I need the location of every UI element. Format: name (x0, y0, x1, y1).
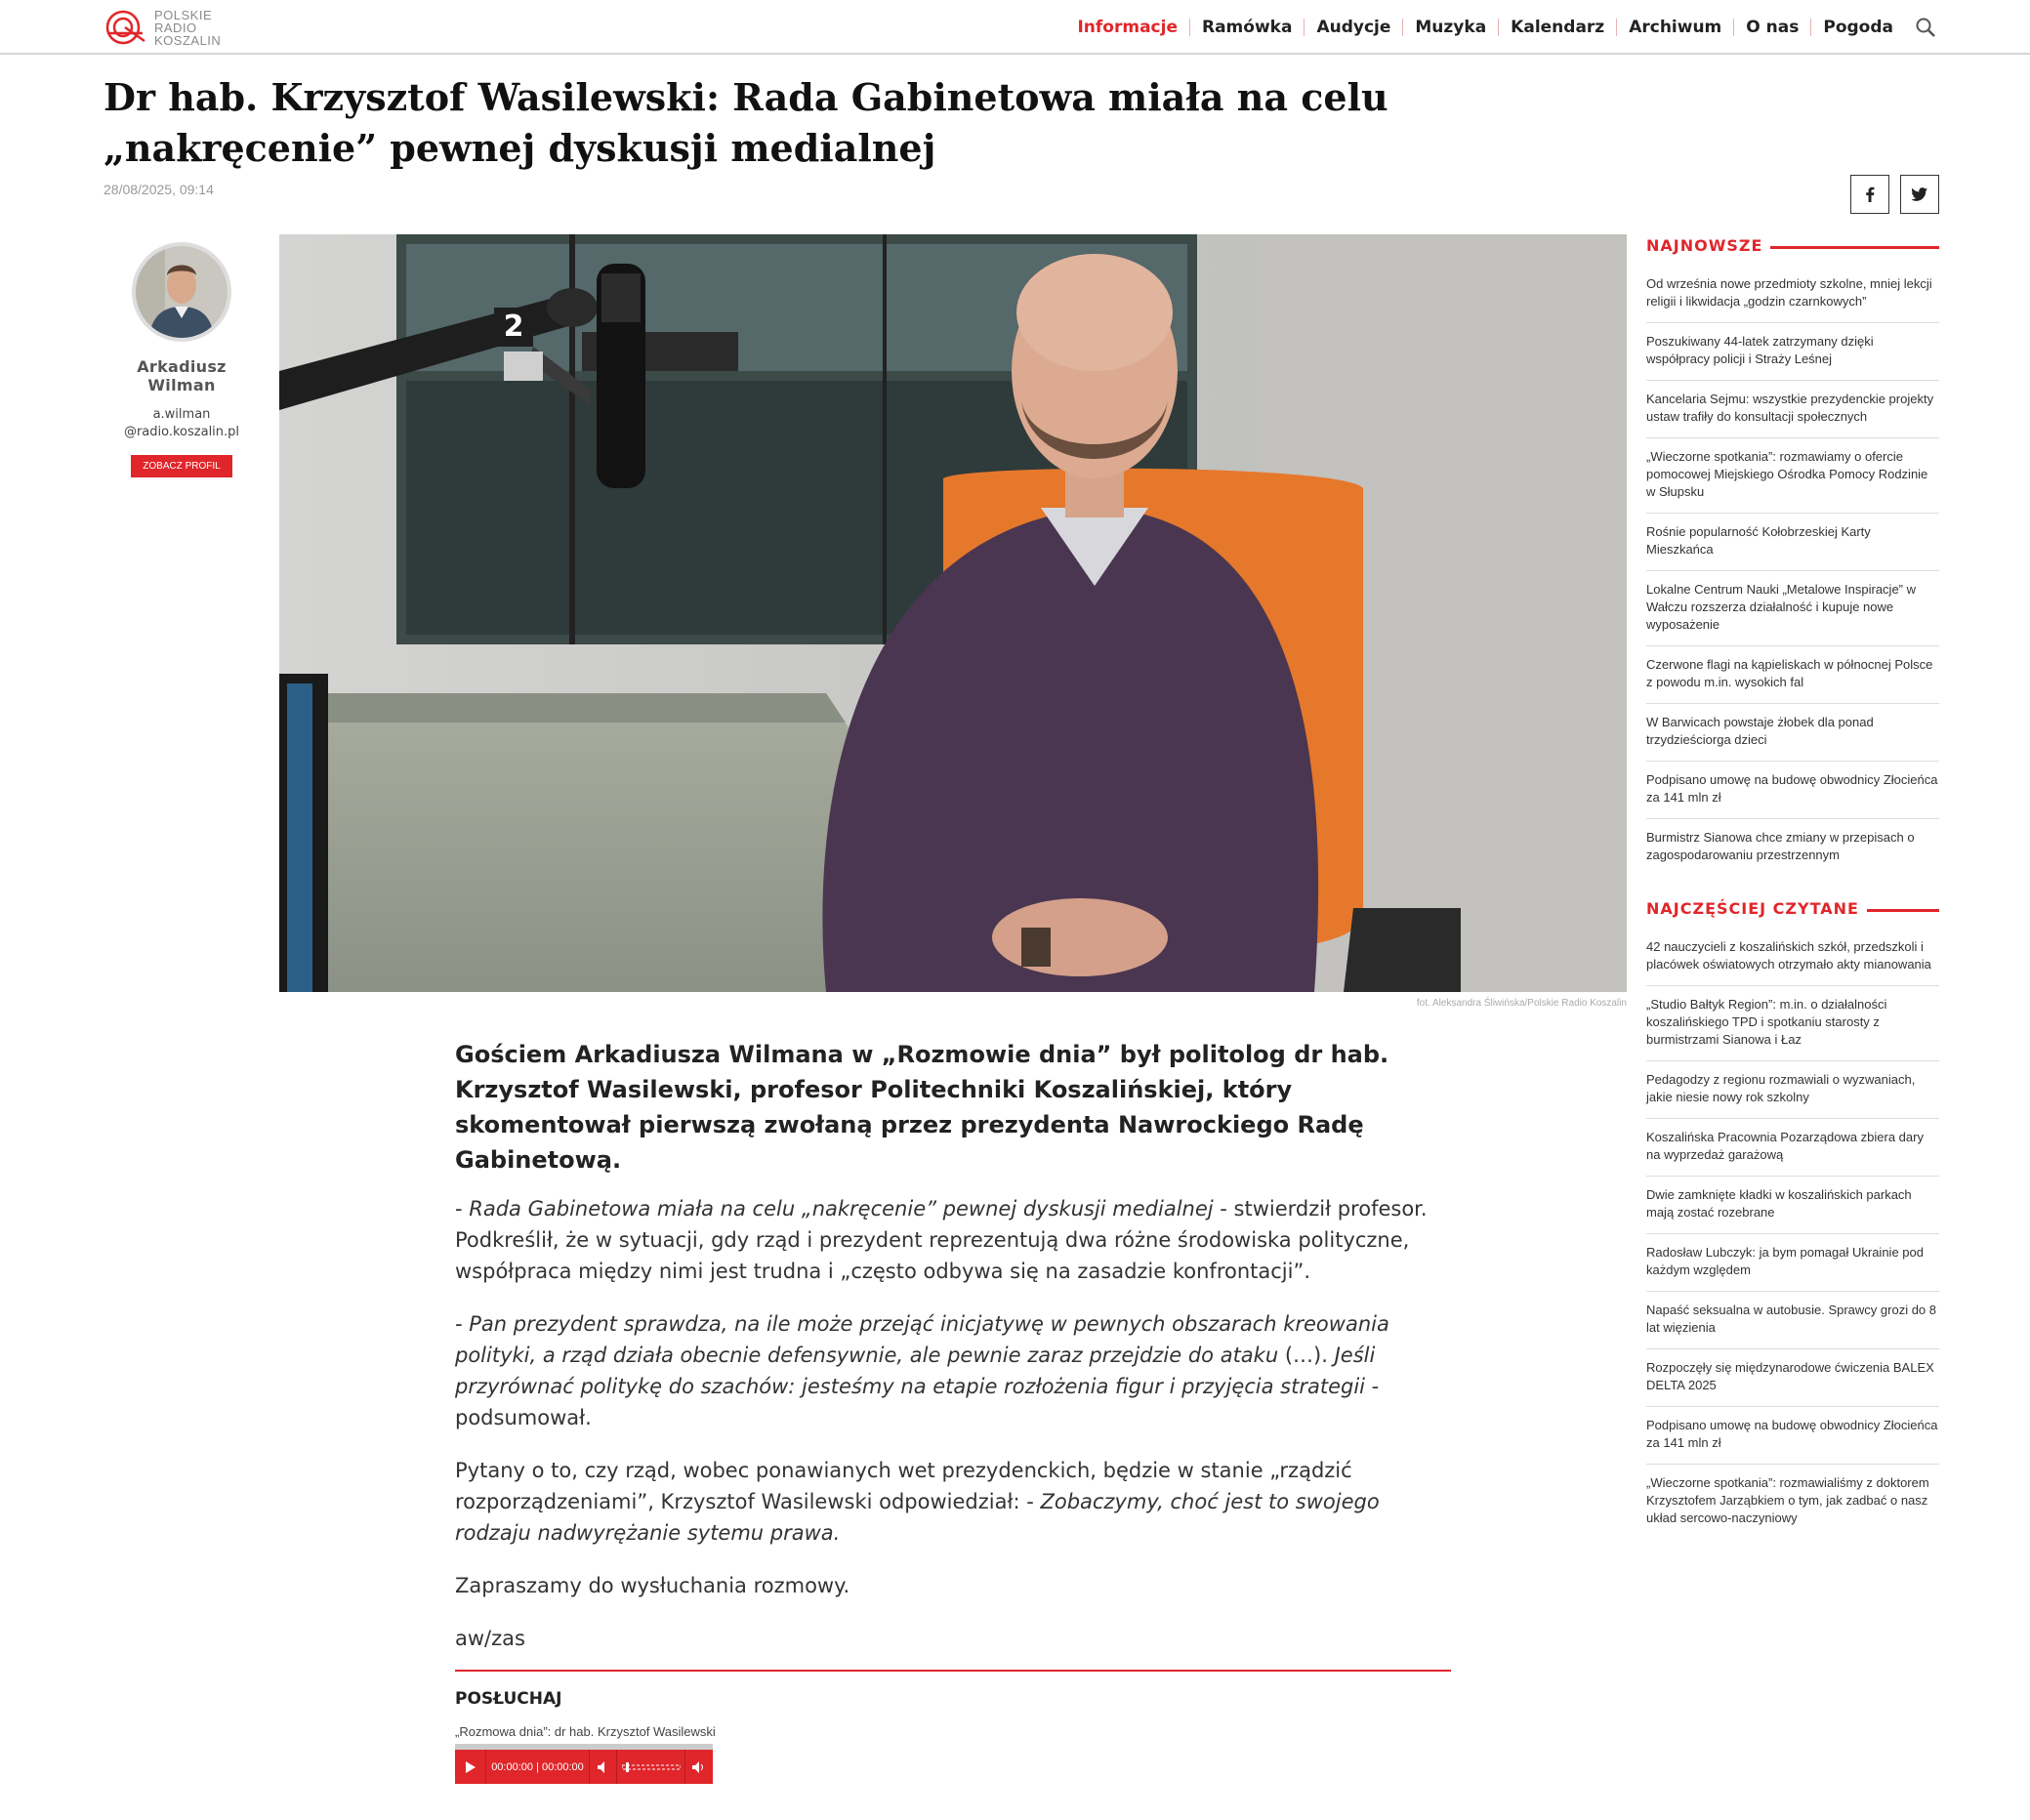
article-paragraph-1 (455, 1193, 1451, 1287)
article-body (455, 1193, 1451, 1675)
volume-icon (598, 1761, 609, 1773)
share-twitter-button[interactable] (1900, 175, 1939, 214)
main-nav (1065, 0, 1936, 55)
article-signature: aw/zas (455, 1627, 525, 1650)
nav-item-audycje[interactable]: Audycje (1304, 19, 1402, 36)
nav-item-kalendarz[interactable]: Kalendarz (1498, 19, 1616, 36)
audio-time: 00:00:00 | 00:00:00 (486, 1750, 590, 1784)
paragraph-2-text: - podsumował. (455, 1375, 1380, 1429)
paragraph-3-quote: Zobaczymy, choć jest to swojego rodzaju nadwyrężanie sytemu prawa. (455, 1490, 1380, 1545)
nav-item-o-nas[interactable]: O nas (1733, 19, 1810, 36)
newest-heading (1646, 234, 1939, 256)
newest-item[interactable]: Rośnie popularność Kołobrzeskiej Karty Mieszkańca (1646, 514, 1939, 571)
newest-item[interactable]: Czerwone flagi na kąpieliskach w północnej Polsce z powodu m.in. wysokich fal (1646, 646, 1939, 704)
author-email-line1: a.wilman (152, 407, 211, 422)
paragraph-2-quote-2: Jeśli przyrównać politykę do szachów: jesteśmy na etapie rozłożenia figur i przyjęcia strategii (455, 1344, 1376, 1398)
logo-icon (104, 8, 148, 47)
popular-item[interactable]: Rozpoczęły się międzynarodowe ćwiczenia BALEX DELTA 2025 (1646, 1349, 1939, 1407)
paragraph-2-quote-1: - Pan prezydent sprawdza, na ile może przejąć inicjatywę w pewnych obszarach kreowania polityki, a rząd działa obecnie defensywnie, ale pewnie zaraz przejdzie do ataku (455, 1312, 1389, 1367)
studio-photo (279, 234, 1627, 992)
author-box (104, 242, 260, 477)
logo-line2: RADIO (154, 20, 197, 35)
popular-list (1646, 929, 1939, 1539)
nav-item-pogoda[interactable]: Pogoda (1810, 19, 1905, 36)
newest-list (1646, 266, 1939, 876)
sidebar (1646, 234, 1939, 1539)
facebook-icon (1863, 186, 1877, 202)
popular-item[interactable]: „Wieczorne spotkania”: rozmawialiśmy z doktorem Krzysztofem Jarząbkiem o tym, jak zadbać o nasz układ sercowo-naczyniowy (1646, 1475, 1929, 1525)
mic-number: 2 (503, 310, 524, 344)
view-profile-button[interactable]: ZOBACZ PROFIL (131, 455, 231, 477)
logo-line3: KOSZALIN (154, 32, 222, 48)
nav-item-muzyka[interactable]: Muzyka (1402, 19, 1498, 36)
popular-item[interactable]: Radosław Lubczyk: ja bym pomagał Ukrainie pod każdym względem (1646, 1234, 1939, 1292)
article-paragraph-4: Zapraszamy do wysłuchania rozmowy. (455, 1574, 850, 1597)
popular-item[interactable]: Podpisano umowę na budowę obwodnicy Złocieńca za 141 mln zł (1646, 1407, 1939, 1465)
paragraph-1-dash: - (455, 1197, 470, 1220)
popular-item[interactable]: „Studio Bałtyk Region”: m.in. o działalności koszalińskiego TPD i spotkaniu starosty z burmistrzami Sianowa i Łaz (1646, 986, 1939, 1061)
article-title: Dr hab. Krzysztof Wasilewski: Rada Gabinetowa miała na celu „nakręcenie” pewnej dyskusji medialnej (104, 75, 1388, 170)
site-header (0, 0, 2030, 55)
author-email[interactable] (104, 406, 260, 441)
max-volume-button[interactable] (685, 1750, 713, 1784)
volume-max-icon (692, 1761, 706, 1773)
volume-bar-icon (622, 1762, 681, 1772)
newest-item[interactable]: „Wieczorne spotkania”: rozmawiamy o ofercie pomocowej Miejskiego Ośrodka Pomocy Rodzinie w Słupsku (1646, 438, 1939, 514)
popular-item[interactable]: 42 nauczycieli z koszalińskich szkół, przedszkoli i placówek oświatowych otrzymało akty mianowania (1646, 929, 1939, 986)
article-lead: Gościem Arkadiusza Wilmana w „Rozmowie dnia” był politolog dr hab. Krzysztof Wasilewski, profesor Politechniki Koszalińskiej, który skomentował pierwszą zwołaną przez prezydenta Nawrockiego Radę Gabinetową. (455, 1041, 1389, 1174)
paragraph-1-text: - stwierdził profesor. Podkreślił, że w sytuacji, gdy rząd i prezydent reprezentują dwa różne środowiska polityczne, współpraca między nimi jest trudna i „często odbywa się na zasadzie konfrontacji”. (455, 1197, 1428, 1283)
author-name[interactable]: Arkadiusz Wilman (137, 357, 227, 394)
heading-line (1770, 246, 1939, 249)
author-portrait-icon (136, 246, 228, 338)
newest-item[interactable]: Lokalne Centrum Nauki „Metalowe Inspiracje” w Wałczu rozszerza działalność i kupuje nowe wyposażenie (1646, 571, 1939, 646)
nav-item-archiwum[interactable]: Archiwum (1616, 19, 1733, 36)
article-paragraph-2 (455, 1308, 1451, 1433)
author-email-line2: @radio.koszalin.pl (123, 425, 240, 439)
logo-text (154, 9, 221, 47)
popular-heading (1646, 897, 1939, 919)
popular-item[interactable]: Pedagodzy z regionu rozmawiali o wyzwaniach, jakie niesie nowy rok szkolny (1646, 1061, 1939, 1119)
paragraph-2-ellipsis: (…). (1278, 1344, 1335, 1367)
nav-item-informacje[interactable]: Informacje (1077, 18, 1178, 37)
newest-item[interactable]: Burmistrz Sianowa chce zmiany w przepisach o zagospodarowaniu przestrzennym (1646, 830, 1915, 862)
site-logo[interactable] (104, 6, 221, 49)
article-photo (279, 234, 1627, 992)
popular-item[interactable]: Koszalińska Pracownia Pozarządowa zbiera dary na wyprzedaż garażową (1646, 1119, 1939, 1177)
popular-item[interactable]: Dwie zamknięte kładki w koszalińskich parkach mają zostać rozebrane (1646, 1177, 1939, 1234)
heading-line (1867, 909, 1939, 912)
newest-item[interactable]: Poszukiwany 44-latek zatrzymany dzięki współpracy policji i Straży Leśnej (1646, 323, 1939, 381)
audio-player (455, 1744, 713, 1784)
photo-credit: fot. Aleksandra Śliwińska/Polskie Radio Koszalin (1416, 998, 1627, 1009)
newest-item[interactable]: Kancelaria Sejmu: wszystkie prezydenckie projekty ustaw trafiły do konsultacji społecznych (1646, 381, 1939, 438)
newest-heading-label: NAJNOWSZE (1646, 235, 1763, 255)
popular-heading-label: NAJCZĘŚCIEJ CZYTANE (1646, 898, 1859, 918)
twitter-icon (1912, 187, 1927, 201)
article-date: 28/08/2025, 09:14 (104, 182, 214, 197)
newest-item[interactable]: Od września nowe przedmioty szkolne, mniej lekcji religii i likwidacja „godzin czarnkowych” (1646, 266, 1939, 323)
popular-item[interactable]: Napaść seksualna w autobusie. Sprawcy grozi do 8 lat więzienia (1646, 1292, 1939, 1349)
newest-item[interactable]: Podpisano umowę na budowę obwodnicy Złocieńca za 141 mln zł (1646, 762, 1939, 819)
mute-button[interactable] (590, 1750, 617, 1784)
listen-heading: POSŁUCHAJ (455, 1689, 562, 1709)
section-divider (455, 1670, 1451, 1672)
paragraph-1-quote: Rada Gabinetowa miała na celu „nakręcenie” pewnej dyskusji medialnej (469, 1197, 1214, 1220)
share-facebook-button[interactable] (1850, 175, 1889, 214)
volume-slider[interactable] (617, 1750, 685, 1784)
logo-line1: POLSKIE (154, 7, 213, 22)
play-icon (466, 1761, 476, 1773)
author-avatar[interactable] (132, 242, 231, 342)
newest-item[interactable]: W Barwicach powstaje żłobek dla ponad trzydzieściorga dzieci (1646, 704, 1939, 762)
search-icon[interactable] (1915, 17, 1936, 38)
article-paragraph-3 (455, 1455, 1451, 1549)
play-button[interactable] (455, 1750, 486, 1784)
nav-item-ramowka[interactable]: Ramówka (1189, 19, 1304, 36)
paragraph-3-text: Pytany o to, czy rząd, wobec ponawianych wet prezydenckich, będzie w stanie „rządzić rozporządzeniami”, Krzysztof Wasilewski odpowiedział: - (455, 1459, 1352, 1513)
audio-track-title: „Rozmowa dnia”: dr hab. Krzysztof Wasilewski (455, 1724, 716, 1739)
